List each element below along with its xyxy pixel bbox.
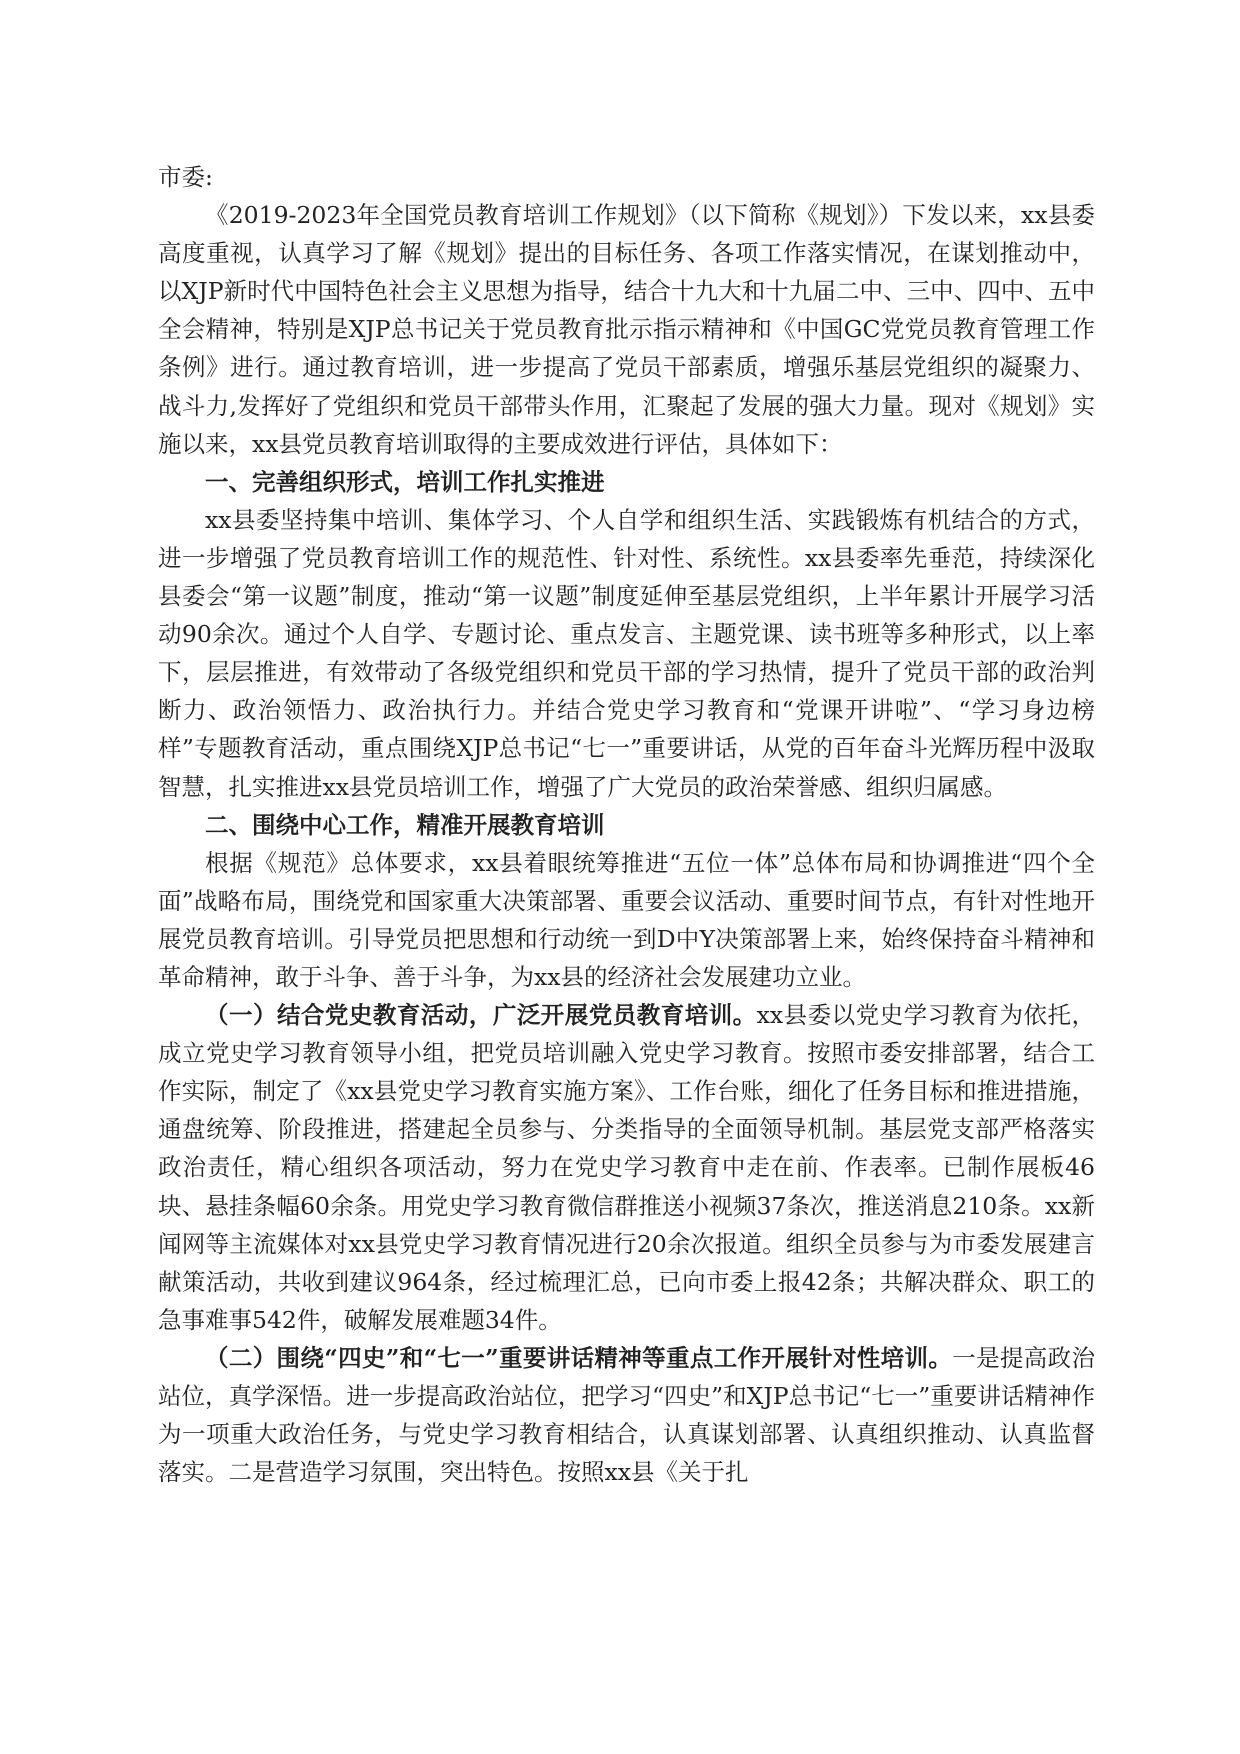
salutation: 市委: xyxy=(158,163,213,191)
subsection-1-body: xx县委以党史学习教育为依托，成立党史学习教育领导小组，把党员培训融入党史学习教育。按照市委安排部署，结合工作实际，制定了《xx县党史学习教育实施方案》、工作台账，细化了任务目标和推进措施，通盘统筹、阶段推进，搭建起全员参与、分类指导的全面领导机制。基层党支部严格落实政治责任，精心组织各项活动，努力在党史学习教育中走在前、作表率。已制作展板46块、悬挂条幅60余条。用党史学习教育微信群推送小视频37条次，推送消息210条。xx新闻网等主流媒体对xx县党史学习教育情况进行20余次报道。组织全员参与为市委发展建言献策活动，共收到建议964条，经过梳理汇总，已向市委上报42条；共解决群众、职工的急事难事542件，破解发展难题34件。 xyxy=(158,1001,1095,1334)
section-1-paragraph: xx县委坚持集中培训、集体学习、个人自学和组织生活、实践锻炼有机结合的方式，进一步增强了党员教育培训工作的规范性、针对性、系统性。xx县委率先垂范，持续深化县委会“第一议题”制度，推动“第一议题”制度延伸至基层党组织，上半年累计开展学习活动90余次。通过个人自学、专题讨论、重点发言、主题党课、读书班等多种形式，以上率下，层层推进，有效带动了各级党组织和党员干部的学习热情，提升了党员干部的政治判断力、政治领悟力、政治执行力。并结合党史学习教育和“党课开讲啦”、“学习身边榜样”专题教育活动，重点围绕XJP总书记“七一”重要讲话，从党的百年奋斗光辉历程中汲取智慧，扎实推进xx县党员培训工作，增强了广大党员的政治荣誉感、组织归属感。 xyxy=(158,505,1095,801)
section-2-paragraph: 根据《规范》总体要求，xx县着眼统筹推进“五位一体”总体布局和协调推进“四个全面”战略布局，围绕党和国家重大决策部署、重要会议活动、重要时间节点，有针对性地开展党员教育培训。引导党员把思想和行动统一到D中Y决策部署上来，始终保持奋斗精神和革命精神，敢于斗争、善于斗争，为xx县的经济社会发展建功立业。 xyxy=(158,848,1095,991)
subsection-1-heading: （一）结合党史教育活动，广泛开展党员教育培训。 xyxy=(205,1001,757,1030)
intro-paragraph: 《2019-2023年全国党员教育培训工作规划》（以下简称《规划》）下发以来，xx县委高度重视，认真学习了解《规划》提出的目标任务、各项工作落实情况，在谋划推动中，以XJP新时代中国特色社会主义思想为指导，结合十九大和十九届二中、三中、四中、五中全会精神，特别是XJP总书记关于党员教育批示指示精神和《中国GC党党员教育管理工作条例》进行。通过教育培训，进一步提高了党员干部素质，增强乐基层党组织的凝聚力、战斗力,发挥好了党组织和党员干部带头作用，汇聚起了发展的强大力量。现对《规划》实施以来，xx县党员教育培训取得的主要成效进行评估，具体如下： xyxy=(158,201,1095,458)
subsection-2-body: 一是提高政治站位，真学深悟。进一步提高政治站位，把学习“四史”和XJP总书记“七一”重要讲话精神作为一项重大政治任务，与党史学习教育相结合，认真谋划部署、认真组织推动、认真监督落实。二是营造学习氛围，突出特色。按照xx县《关于扎 xyxy=(158,1343,1096,1487)
section-2-heading: 二、围绕中心工作，精准开展教育培训 xyxy=(205,810,605,839)
subsection-2-heading: （二）围绕“四史”和“七一”重要讲话精神等重点工作开展针对性培训。 xyxy=(205,1343,953,1372)
section-1-heading: 一、完善组织形式，培训工作扎实推进 xyxy=(205,467,605,496)
subsection-1-paragraph xyxy=(158,996,1095,1339)
subsection-2-paragraph xyxy=(158,1339,1095,1491)
